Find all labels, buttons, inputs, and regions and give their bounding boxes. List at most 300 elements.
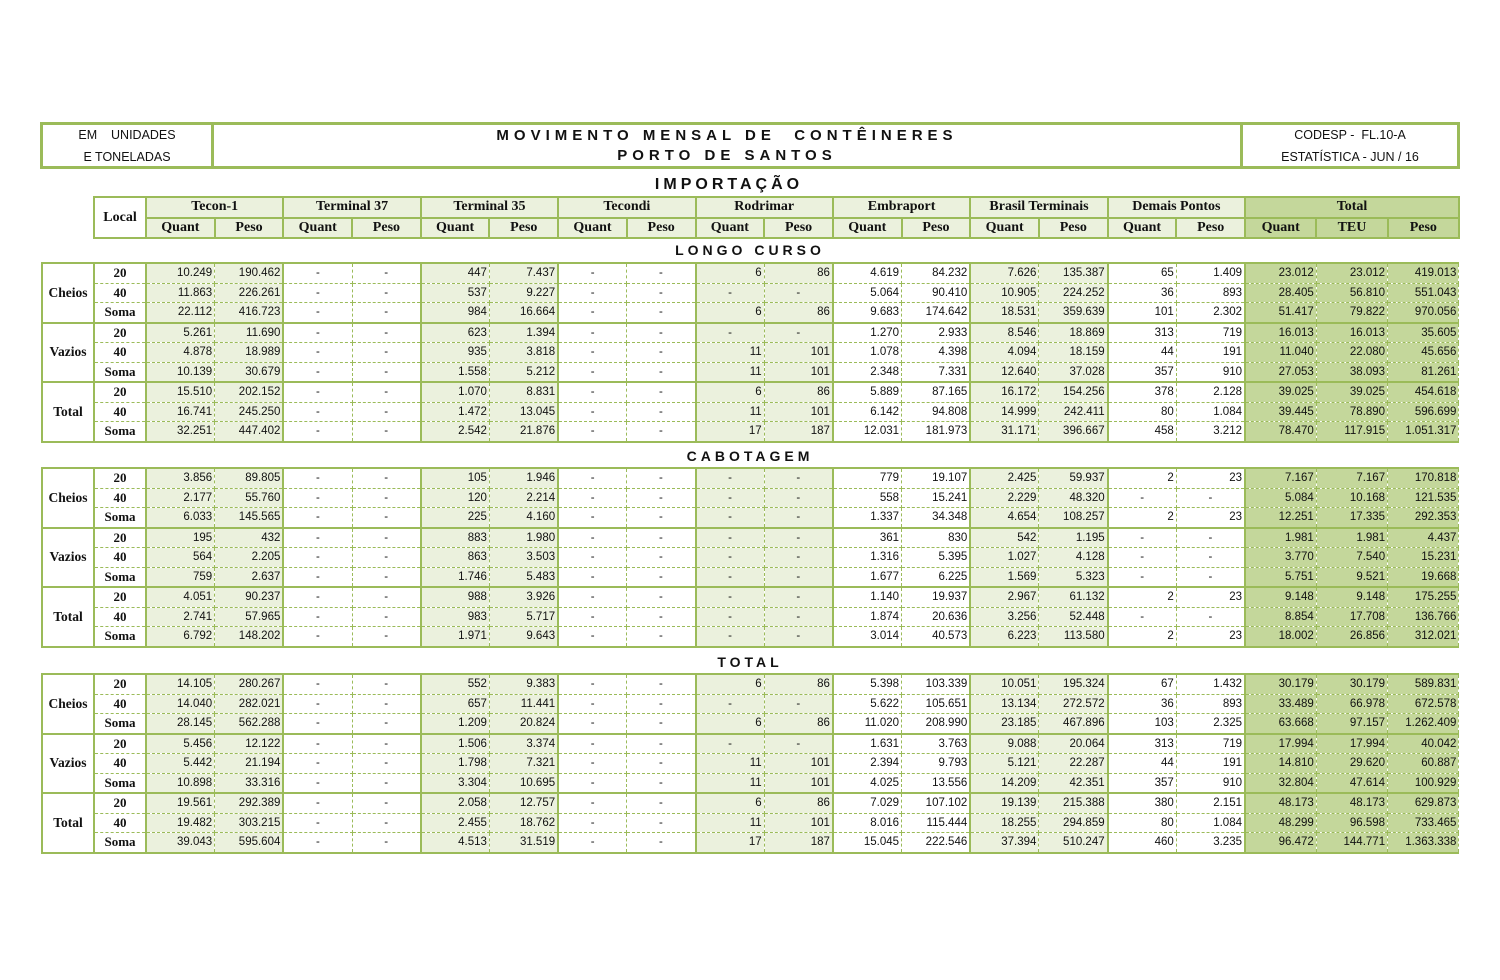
table-row — [42, 468, 1459, 488]
table-cell: 11 — [696, 362, 765, 382]
table-row — [42, 793, 1459, 813]
table-cell: 35.605 — [1388, 323, 1459, 343]
terminal-header: Terminal 35 — [421, 197, 558, 218]
table-cell: 5.064 — [833, 283, 902, 303]
table-cell: 1.981 — [1316, 528, 1387, 548]
container-type: Soma — [94, 303, 146, 323]
table-cell: 2.933 — [902, 323, 971, 343]
table-cell: 2.058 — [421, 793, 490, 813]
table-cell: 113.580 — [1039, 627, 1108, 647]
table-cell: 2.455 — [421, 813, 490, 833]
table-cell: 2.425 — [970, 468, 1039, 488]
table-row — [42, 362, 1459, 382]
table-cell: 120 — [421, 488, 490, 508]
table-row — [42, 402, 1459, 422]
table-cell: 90.410 — [902, 283, 971, 303]
table-cell: 1.874 — [833, 607, 902, 627]
table-cell: 215.388 — [1039, 793, 1108, 813]
table-cell: 8.854 — [1245, 607, 1316, 627]
quant-header: Quant — [421, 218, 490, 239]
total-quant-header: Quant — [1245, 218, 1316, 239]
table-cell: 5.398 — [833, 674, 902, 694]
table-cell: 117.915 — [1316, 422, 1387, 442]
table-cell: 40.573 — [902, 627, 971, 647]
table-cell: - — [627, 362, 696, 382]
table-cell: - — [764, 528, 833, 548]
table-cell: 3.212 — [1176, 422, 1245, 442]
table-cell: - — [352, 833, 421, 853]
table-cell: 31.519 — [489, 833, 558, 853]
table-cell: 280.267 — [215, 674, 284, 694]
table-cell: 5.456 — [146, 734, 215, 754]
table-cell: 87.165 — [902, 382, 971, 402]
table-cell: 9.793 — [902, 754, 971, 774]
table-cell: 32.251 — [146, 422, 215, 442]
container-type: 40 — [94, 402, 146, 422]
container-type: 20 — [94, 382, 146, 402]
table-cell: 21.876 — [489, 422, 558, 442]
terminal-header: Demais Pontos — [1108, 197, 1245, 218]
table-cell: 1.677 — [833, 567, 902, 587]
group-label: Total — [42, 793, 94, 853]
table-cell: 19.139 — [970, 793, 1039, 813]
table-cell: 187 — [764, 422, 833, 442]
quant-header: Quant — [558, 218, 627, 239]
table-cell: 19.482 — [146, 813, 215, 833]
table-cell: 458 — [1108, 422, 1177, 442]
table-cell: - — [283, 528, 352, 548]
table-cell: - — [283, 627, 352, 647]
table-cell: 16.172 — [970, 382, 1039, 402]
table-cell: 2.348 — [833, 362, 902, 382]
table-cell: 5.084 — [1245, 488, 1316, 508]
table-cell: 222.546 — [902, 833, 971, 853]
table-cell: 32.804 — [1245, 773, 1316, 793]
table-cell: - — [627, 263, 696, 283]
table-cell: 37.028 — [1039, 362, 1108, 382]
table-cell: 8.016 — [833, 813, 902, 833]
table-cell: 5.212 — [489, 362, 558, 382]
code-line1: CODESP - FL.10-A — [1294, 127, 1406, 142]
section-table — [41, 262, 1459, 443]
table-cell: - — [627, 323, 696, 343]
table-cell: 59.937 — [1039, 468, 1108, 488]
table-cell: 14.810 — [1245, 754, 1316, 774]
table-cell: 359.639 — [1039, 303, 1108, 323]
table-cell: - — [627, 714, 696, 734]
table-cell: 2.177 — [146, 488, 215, 508]
table-cell: 78.470 — [1245, 422, 1316, 442]
peso-header: Peso — [764, 218, 833, 239]
table-cell: - — [283, 607, 352, 627]
table-cell: 19.668 — [1388, 567, 1459, 587]
table-cell: 18.869 — [1039, 323, 1108, 343]
container-type: 20 — [94, 263, 146, 283]
table-cell: - — [283, 833, 352, 853]
table-cell: - — [627, 674, 696, 694]
table-cell: 14.040 — [146, 694, 215, 714]
table-cell: 672.578 — [1388, 694, 1459, 714]
table-cell: 19.561 — [146, 793, 215, 813]
table-cell: 16.013 — [1316, 323, 1387, 343]
table-cell: 1.394 — [489, 323, 558, 343]
table-cell: 1.631 — [833, 734, 902, 754]
table-cell: - — [696, 548, 765, 568]
table-cell: 11 — [696, 402, 765, 422]
group-label: Cheios — [42, 674, 94, 734]
container-type: 40 — [94, 813, 146, 833]
table-cell: - — [558, 402, 627, 422]
table-cell: 988 — [421, 587, 490, 607]
table-row — [42, 773, 1459, 793]
table-cell: - — [627, 343, 696, 363]
table-cell: 19.107 — [902, 468, 971, 488]
table-cell: - — [627, 627, 696, 647]
table-cell: 103 — [1108, 714, 1177, 734]
table-cell: 52.448 — [1039, 607, 1108, 627]
table-cell: 22.287 — [1039, 754, 1108, 774]
table-cell: 5.751 — [1245, 567, 1316, 587]
table-cell: 30.679 — [215, 362, 284, 382]
table-cell: 11 — [696, 343, 765, 363]
terminal-header: Embraport — [833, 197, 970, 218]
table-cell: 17 — [696, 833, 765, 853]
table-cell: - — [1108, 548, 1177, 568]
table-cell: 13.134 — [970, 694, 1039, 714]
table-cell: 101 — [764, 343, 833, 363]
table-cell: 11 — [696, 754, 765, 774]
table-cell: 419.013 — [1388, 263, 1459, 283]
table-cell: - — [627, 382, 696, 402]
table-row — [42, 813, 1459, 833]
table-cell: - — [764, 587, 833, 607]
table-cell: 33.489 — [1245, 694, 1316, 714]
table-cell: - — [352, 422, 421, 442]
table-cell: 313 — [1108, 323, 1177, 343]
table-cell: 416.723 — [215, 303, 284, 323]
table-cell: 6 — [696, 263, 765, 283]
table-cell: 6.223 — [970, 627, 1039, 647]
table-cell: - — [627, 528, 696, 548]
table-cell: - — [283, 488, 352, 508]
table-cell: - — [558, 674, 627, 694]
table-cell: 105.651 — [902, 694, 971, 714]
group-label: Vazios — [42, 734, 94, 794]
table-cell: 552 — [421, 674, 490, 694]
table-cell: - — [283, 323, 352, 343]
table-cell: 23.185 — [970, 714, 1039, 734]
table-cell: 6 — [696, 382, 765, 402]
table-cell: 313 — [1108, 734, 1177, 754]
table-cell: 181.973 — [902, 422, 971, 442]
table-cell: 2.637 — [215, 567, 284, 587]
table-cell: 7.331 — [902, 362, 971, 382]
table-cell: - — [627, 422, 696, 442]
table-cell: 170.818 — [1388, 468, 1459, 488]
table-cell: - — [1176, 548, 1245, 568]
table-cell: 10.139 — [146, 362, 215, 382]
table-cell: 67 — [1108, 674, 1177, 694]
table-cell: 89.805 — [215, 468, 284, 488]
table-cell: - — [627, 793, 696, 813]
table-cell: - — [627, 488, 696, 508]
container-type: 20 — [94, 323, 146, 343]
table-cell: 2.302 — [1176, 303, 1245, 323]
table-cell: 5.622 — [833, 694, 902, 714]
table-cell: 454.618 — [1388, 382, 1459, 402]
table-cell: 4.094 — [970, 343, 1039, 363]
code-line2: ESTATÍSTICA - JUN / 16 — [1281, 149, 1419, 164]
table-cell: 17.335 — [1316, 508, 1387, 528]
table-cell: 1.337 — [833, 508, 902, 528]
table-cell: 242.411 — [1039, 402, 1108, 422]
table-cell: 5.395 — [902, 548, 971, 568]
table-cell: 86 — [764, 793, 833, 813]
table-cell: 20.824 — [489, 714, 558, 734]
table-row — [42, 714, 1459, 734]
table-cell: 657 — [421, 694, 490, 714]
units-line2: E TONELADAS — [83, 149, 171, 164]
table-cell: 1.027 — [970, 548, 1039, 568]
table-cell: - — [283, 773, 352, 793]
table-cell: 3.256 — [970, 607, 1039, 627]
table-cell: 12.031 — [833, 422, 902, 442]
quant-header: Quant — [283, 218, 352, 239]
table-cell: - — [627, 754, 696, 774]
table-cell: 105 — [421, 468, 490, 488]
table-cell: 1.971 — [421, 627, 490, 647]
table-cell: - — [764, 468, 833, 488]
table-cell: 195 — [146, 528, 215, 548]
table-cell: 2.967 — [970, 587, 1039, 607]
table-cell: 37.394 — [970, 833, 1039, 853]
table-cell: 36 — [1108, 283, 1177, 303]
table-cell: 3.926 — [489, 587, 558, 607]
table-row — [42, 734, 1459, 754]
table-cell: 380 — [1108, 793, 1177, 813]
table-cell: 60.887 — [1388, 754, 1459, 774]
table-cell: 6.792 — [146, 627, 215, 647]
table-cell: - — [627, 567, 696, 587]
table-cell: 935 — [421, 343, 490, 363]
table-cell: - — [696, 528, 765, 548]
container-type: Soma — [94, 567, 146, 587]
table-cell: 4.654 — [970, 508, 1039, 528]
table-cell: 3.235 — [1176, 833, 1245, 853]
table-cell: - — [627, 402, 696, 422]
table-cell: 23 — [1176, 508, 1245, 528]
container-type: 40 — [94, 283, 146, 303]
table-cell: 1.195 — [1039, 528, 1108, 548]
table-row — [42, 263, 1459, 283]
table-cell: - — [283, 263, 352, 283]
table-cell: 2 — [1108, 468, 1177, 488]
table-cell: - — [352, 323, 421, 343]
peso-header: Peso — [627, 218, 696, 239]
table-cell: 36 — [1108, 694, 1177, 714]
table-row — [42, 833, 1459, 853]
table-cell: - — [1108, 528, 1177, 548]
table-cell: 28.405 — [1245, 283, 1316, 303]
report-title — [214, 125, 1240, 166]
table-row — [42, 567, 1459, 587]
table-cell: - — [558, 833, 627, 853]
table-cell: 4.025 — [833, 773, 902, 793]
table-cell: 5.121 — [970, 754, 1039, 774]
table-cell: - — [283, 734, 352, 754]
table-cell: - — [558, 548, 627, 568]
table-cell: 4.128 — [1039, 548, 1108, 568]
table-cell: 7.029 — [833, 793, 902, 813]
table-cell: 226.261 — [215, 283, 284, 303]
table-cell: - — [696, 587, 765, 607]
table-cell: 6.142 — [833, 402, 902, 422]
quant-header: Quant — [696, 218, 765, 239]
table-cell: 66.978 — [1316, 694, 1387, 714]
table-cell: 145.565 — [215, 508, 284, 528]
table-cell: 6.225 — [902, 567, 971, 587]
table-cell: 86 — [764, 382, 833, 402]
column-header — [93, 196, 1460, 239]
table-cell: 4.160 — [489, 508, 558, 528]
table-cell: 144.771 — [1316, 833, 1387, 853]
table-row — [42, 488, 1459, 508]
table-cell: - — [352, 528, 421, 548]
container-type: 20 — [94, 587, 146, 607]
table-cell: 447 — [421, 263, 490, 283]
table-cell: 1.078 — [833, 343, 902, 363]
table-cell: 1.506 — [421, 734, 490, 754]
table-cell: - — [764, 627, 833, 647]
table-cell: 63.668 — [1245, 714, 1316, 734]
table-cell: 17 — [696, 422, 765, 442]
table-cell: 154.256 — [1039, 382, 1108, 402]
container-type: 20 — [94, 528, 146, 548]
table-cell: - — [283, 283, 352, 303]
table-cell: 101 — [764, 362, 833, 382]
local-header: Local — [94, 197, 146, 238]
table-cell: - — [764, 734, 833, 754]
table-cell: 18.531 — [970, 303, 1039, 323]
table-cell: 432 — [215, 528, 284, 548]
table-cell: 14.105 — [146, 674, 215, 694]
table-cell: - — [352, 283, 421, 303]
table-cell: 100.929 — [1388, 773, 1459, 793]
report-header — [40, 122, 1460, 169]
table-cell: 18.255 — [970, 813, 1039, 833]
title-line2: PORTO DE SANTOS — [617, 146, 837, 164]
table-cell: - — [558, 754, 627, 774]
quant-header: Quant — [833, 218, 902, 239]
container-type: 20 — [94, 468, 146, 488]
table-cell: 1.746 — [421, 567, 490, 587]
table-cell: 312.021 — [1388, 627, 1459, 647]
table-cell: 5.717 — [489, 607, 558, 627]
table-cell: 34.348 — [902, 508, 971, 528]
table-cell: 191 — [1176, 754, 1245, 774]
table-cell: 5.442 — [146, 754, 215, 774]
table-cell: 101 — [764, 813, 833, 833]
table-cell: - — [764, 508, 833, 528]
table-row — [42, 754, 1459, 774]
table-cell: - — [558, 793, 627, 813]
table-cell: 107.102 — [902, 793, 971, 813]
section-title: LONGO CURSO — [675, 242, 825, 258]
table-cell: 1.472 — [421, 402, 490, 422]
table-row — [42, 422, 1459, 442]
table-cell: 5.261 — [146, 323, 215, 343]
table-cell: 23.012 — [1316, 263, 1387, 283]
table-cell: 101 — [1108, 303, 1177, 323]
table-cell: 2.128 — [1176, 382, 1245, 402]
table-cell: 1.051.317 — [1388, 422, 1459, 442]
table-cell: 11.020 — [833, 714, 902, 734]
table-cell: 1.270 — [833, 323, 902, 343]
table-cell: 245.250 — [215, 402, 284, 422]
table-row — [42, 528, 1459, 548]
table-cell: 759 — [146, 567, 215, 587]
table-cell: 3.374 — [489, 734, 558, 754]
table-cell: 910 — [1176, 362, 1245, 382]
table-cell: 135.387 — [1039, 263, 1108, 283]
table-cell: 16.664 — [489, 303, 558, 323]
table-cell: 202.152 — [215, 382, 284, 402]
table-cell: 1.262.409 — [1388, 714, 1459, 734]
table-cell: 542 — [970, 528, 1039, 548]
table-cell: 86 — [764, 263, 833, 283]
table-row — [42, 343, 1459, 363]
table-cell: 39.043 — [146, 833, 215, 853]
table-cell: 357 — [1108, 362, 1177, 382]
table-cell: - — [764, 323, 833, 343]
units-note — [43, 125, 214, 166]
container-type: 40 — [94, 488, 146, 508]
table-cell: 11.040 — [1245, 343, 1316, 363]
table-cell: 44 — [1108, 754, 1177, 774]
container-type: 40 — [94, 754, 146, 774]
table-cell: 21.194 — [215, 754, 284, 774]
table-cell: 23 — [1176, 627, 1245, 647]
table-cell: - — [352, 674, 421, 694]
table-cell: 45.656 — [1388, 343, 1459, 363]
table-cell: 10.695 — [489, 773, 558, 793]
table-cell: 14.999 — [970, 402, 1039, 422]
table-cell: - — [696, 627, 765, 647]
table-cell: 551.043 — [1388, 283, 1459, 303]
table-cell: 292.389 — [215, 793, 284, 813]
table-cell: - — [283, 382, 352, 402]
container-type: Soma — [94, 773, 146, 793]
table-cell: 86 — [764, 714, 833, 734]
table-cell: 596.699 — [1388, 402, 1459, 422]
table-cell: - — [352, 343, 421, 363]
table-cell: 11.690 — [215, 323, 284, 343]
table-cell: 56.810 — [1316, 283, 1387, 303]
table-cell: - — [283, 567, 352, 587]
table-cell: 1.432 — [1176, 674, 1245, 694]
table-cell: 467.896 — [1039, 714, 1108, 734]
table-cell: 80 — [1108, 813, 1177, 833]
table-cell: 31.171 — [970, 422, 1039, 442]
table-cell: - — [764, 488, 833, 508]
table-cell: 11.441 — [489, 694, 558, 714]
table-cell: 15.510 — [146, 382, 215, 402]
container-type: Soma — [94, 422, 146, 442]
table-cell: 12.122 — [215, 734, 284, 754]
table-cell: 40.042 — [1388, 734, 1459, 754]
group-label: Cheios — [42, 263, 94, 323]
table-cell: 3.014 — [833, 627, 902, 647]
